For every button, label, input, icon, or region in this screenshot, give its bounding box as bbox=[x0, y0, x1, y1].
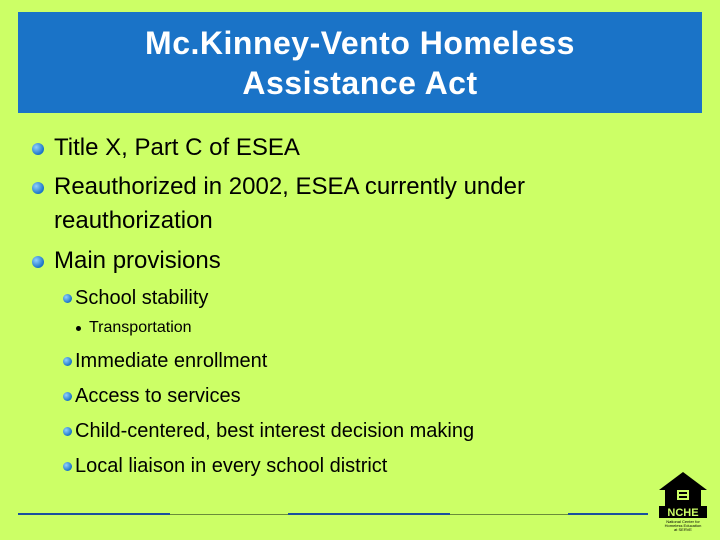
sub-bullet-access-to-services: Access to services bbox=[75, 385, 241, 407]
slide-title-line-2: Assistance Act bbox=[242, 64, 478, 101]
logo-caption-1: National Center for bbox=[666, 519, 700, 524]
bullet-item-reauthorized-cont: reauthorization bbox=[54, 207, 213, 234]
bullet-dot-icon bbox=[32, 182, 44, 194]
bullet-item-reauthorized: Reauthorized in 2002, ESEA currently under bbox=[54, 173, 525, 200]
logo-acronym: NCHE bbox=[667, 507, 699, 519]
footer-rule-4 bbox=[450, 514, 568, 515]
logo-caption-2: Homeless Education bbox=[664, 523, 702, 528]
nche-logo-icon bbox=[655, 470, 711, 532]
bullet-dot-icon bbox=[32, 143, 44, 155]
sub-bullet-dot-icon bbox=[63, 462, 72, 471]
logo-caption-3: at SERVE bbox=[674, 527, 692, 532]
bullet-dot-icon bbox=[32, 256, 44, 268]
sub-bullet-child-centered: Child-centered, best interest decision making bbox=[75, 420, 475, 442]
sub-bullet-immediate-enrollment: Immediate enrollment bbox=[75, 350, 268, 372]
footer-rule-1 bbox=[18, 513, 170, 515]
footer-rule-3 bbox=[288, 513, 450, 515]
sub-bullet-dot-icon bbox=[63, 427, 72, 436]
bullet-item-title-x: Title X, Part C of ESEA bbox=[54, 134, 300, 161]
sub-sub-bullet-transportation: Transportation bbox=[89, 319, 192, 336]
bullet-item-main-provisions: Main provisions bbox=[54, 247, 221, 274]
sub-bullet-dot-icon bbox=[63, 392, 72, 401]
sub-sub-bullet-dot-icon bbox=[76, 326, 81, 331]
sub-bullet-school-stability: School stability bbox=[75, 287, 209, 309]
sub-bullet-dot-icon bbox=[63, 294, 72, 303]
sub-bullet-local-liaison: Local liaison in every school district bbox=[75, 455, 388, 477]
footer-rule-5 bbox=[568, 513, 648, 515]
footer-rule-2 bbox=[170, 514, 288, 515]
slide-title-line-1: Mc.Kinney-Vento Homeless bbox=[145, 24, 575, 61]
sub-bullet-dot-icon bbox=[63, 357, 72, 366]
